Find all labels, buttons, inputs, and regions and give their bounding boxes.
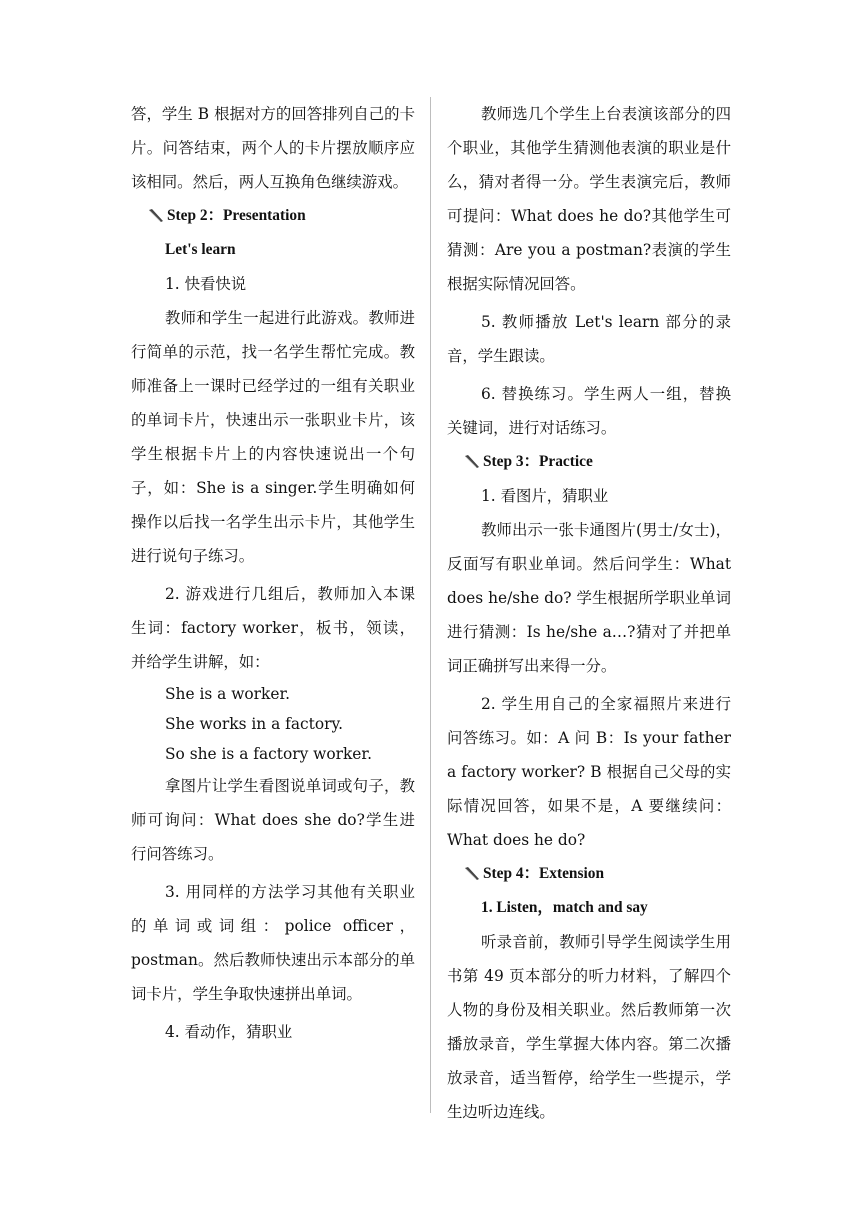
paragraph: 教师和学生一起进行此游戏。教师进行简单的示范，找一名学生帮忙完成。教师准备上一课时已经学过的一组有关职业的单词卡片，快速出示一张职业卡片，该学生根据卡片上的内容快速说出一个句子，如：She is a singer.学生明确如何操作以后找一名学生出示卡片，其他学生进行说句子练习。 bbox=[131, 309, 415, 565]
step-4-heading bbox=[447, 857, 731, 891]
paragraph: 拿图片让学生看图说单词或句子，教师可询问：What does she do?学生进行问答练习。 bbox=[131, 777, 415, 863]
example-sentence: She is a worker. bbox=[165, 685, 291, 703]
paragraph: 3. 用同样的方法学习其他有关职业的单词或词组：police officer，postman。然后教师快速出示本部分的单词卡片，学生争取快速拼出单词。 bbox=[131, 883, 415, 1003]
quill-pen-icon bbox=[148, 208, 166, 224]
step-title: Step 3：Practice bbox=[483, 453, 593, 470]
paragraph: 教师出示一张卡通图片(男士/女士)，反面写有职业单词。然后问学生：What does he/she do? 学生根据所学职业单词进行猜测：Is he/she a…?猜对了并把单词正确拼写出来得一分。 bbox=[447, 521, 731, 675]
step-3-heading bbox=[447, 445, 731, 479]
paragraph: 5. 教师播放 Let's learn 部分的录音，学生跟读。 bbox=[447, 313, 731, 365]
step-title: Step 4：Extension bbox=[483, 865, 605, 882]
paragraph: 听录音前，教师引导学生阅读学生用书第 49 页本部分的听力材料，了解四个人物的身份及相关职业。然后教师第一次播放录音，学生掌握大体内容。第二次播放录音，适当暂停，给学生一些提示，学生边听边连线。 bbox=[447, 933, 731, 1121]
section-title: 1. Listen，match and say bbox=[481, 899, 648, 916]
paragraph: 6. 替换练习。学生两人一组，替换关键词，进行对话练习。 bbox=[447, 385, 731, 437]
step-title: Step 2：Presentation bbox=[167, 207, 306, 224]
section-title: Let's learn bbox=[165, 241, 236, 258]
paragraph: 教师选几个学生上台表演该部分的四个职业，其他学生猜测他表演的职业是什么，猜对者得一分。学生表演完后，教师可提问：What does he do?其他学生可猜测：Are you a postman?表演的学生根据实际情况回答。 bbox=[447, 105, 731, 293]
step-2-heading bbox=[131, 199, 415, 233]
item-title: 1. 快看快说 bbox=[165, 275, 247, 293]
left-column bbox=[131, 97, 415, 1049]
paragraph: 2. 学生用自己的全家福照片来进行问答练习。如：A 问 B：Is your father a factory worker? B 根据自己父母的实际情况回答，如果不是，A 要继续问：What does he do? bbox=[447, 695, 731, 849]
example-sentence: So she is a factory worker. bbox=[165, 745, 372, 763]
right-column bbox=[447, 97, 731, 1129]
quill-pen-icon bbox=[464, 454, 482, 470]
example-sentence: She works in a factory. bbox=[165, 715, 344, 733]
paragraph: 2. 游戏进行几组后，教师加入本课生词：factory worker，板书，领读，并给学生讲解，如： bbox=[131, 585, 415, 671]
column-divider bbox=[430, 97, 431, 1113]
item-title: 4. 看动作，猜职业 bbox=[165, 1023, 293, 1041]
quill-pen-icon bbox=[464, 866, 482, 882]
item-title: 1. 看图片，猜职业 bbox=[481, 487, 609, 505]
paragraph: 答，学生 B 根据对方的回答排列自己的卡片。问答结束，两个人的卡片摆放顺序应该相同。然后，两人互换角色继续游戏。 bbox=[131, 105, 415, 191]
